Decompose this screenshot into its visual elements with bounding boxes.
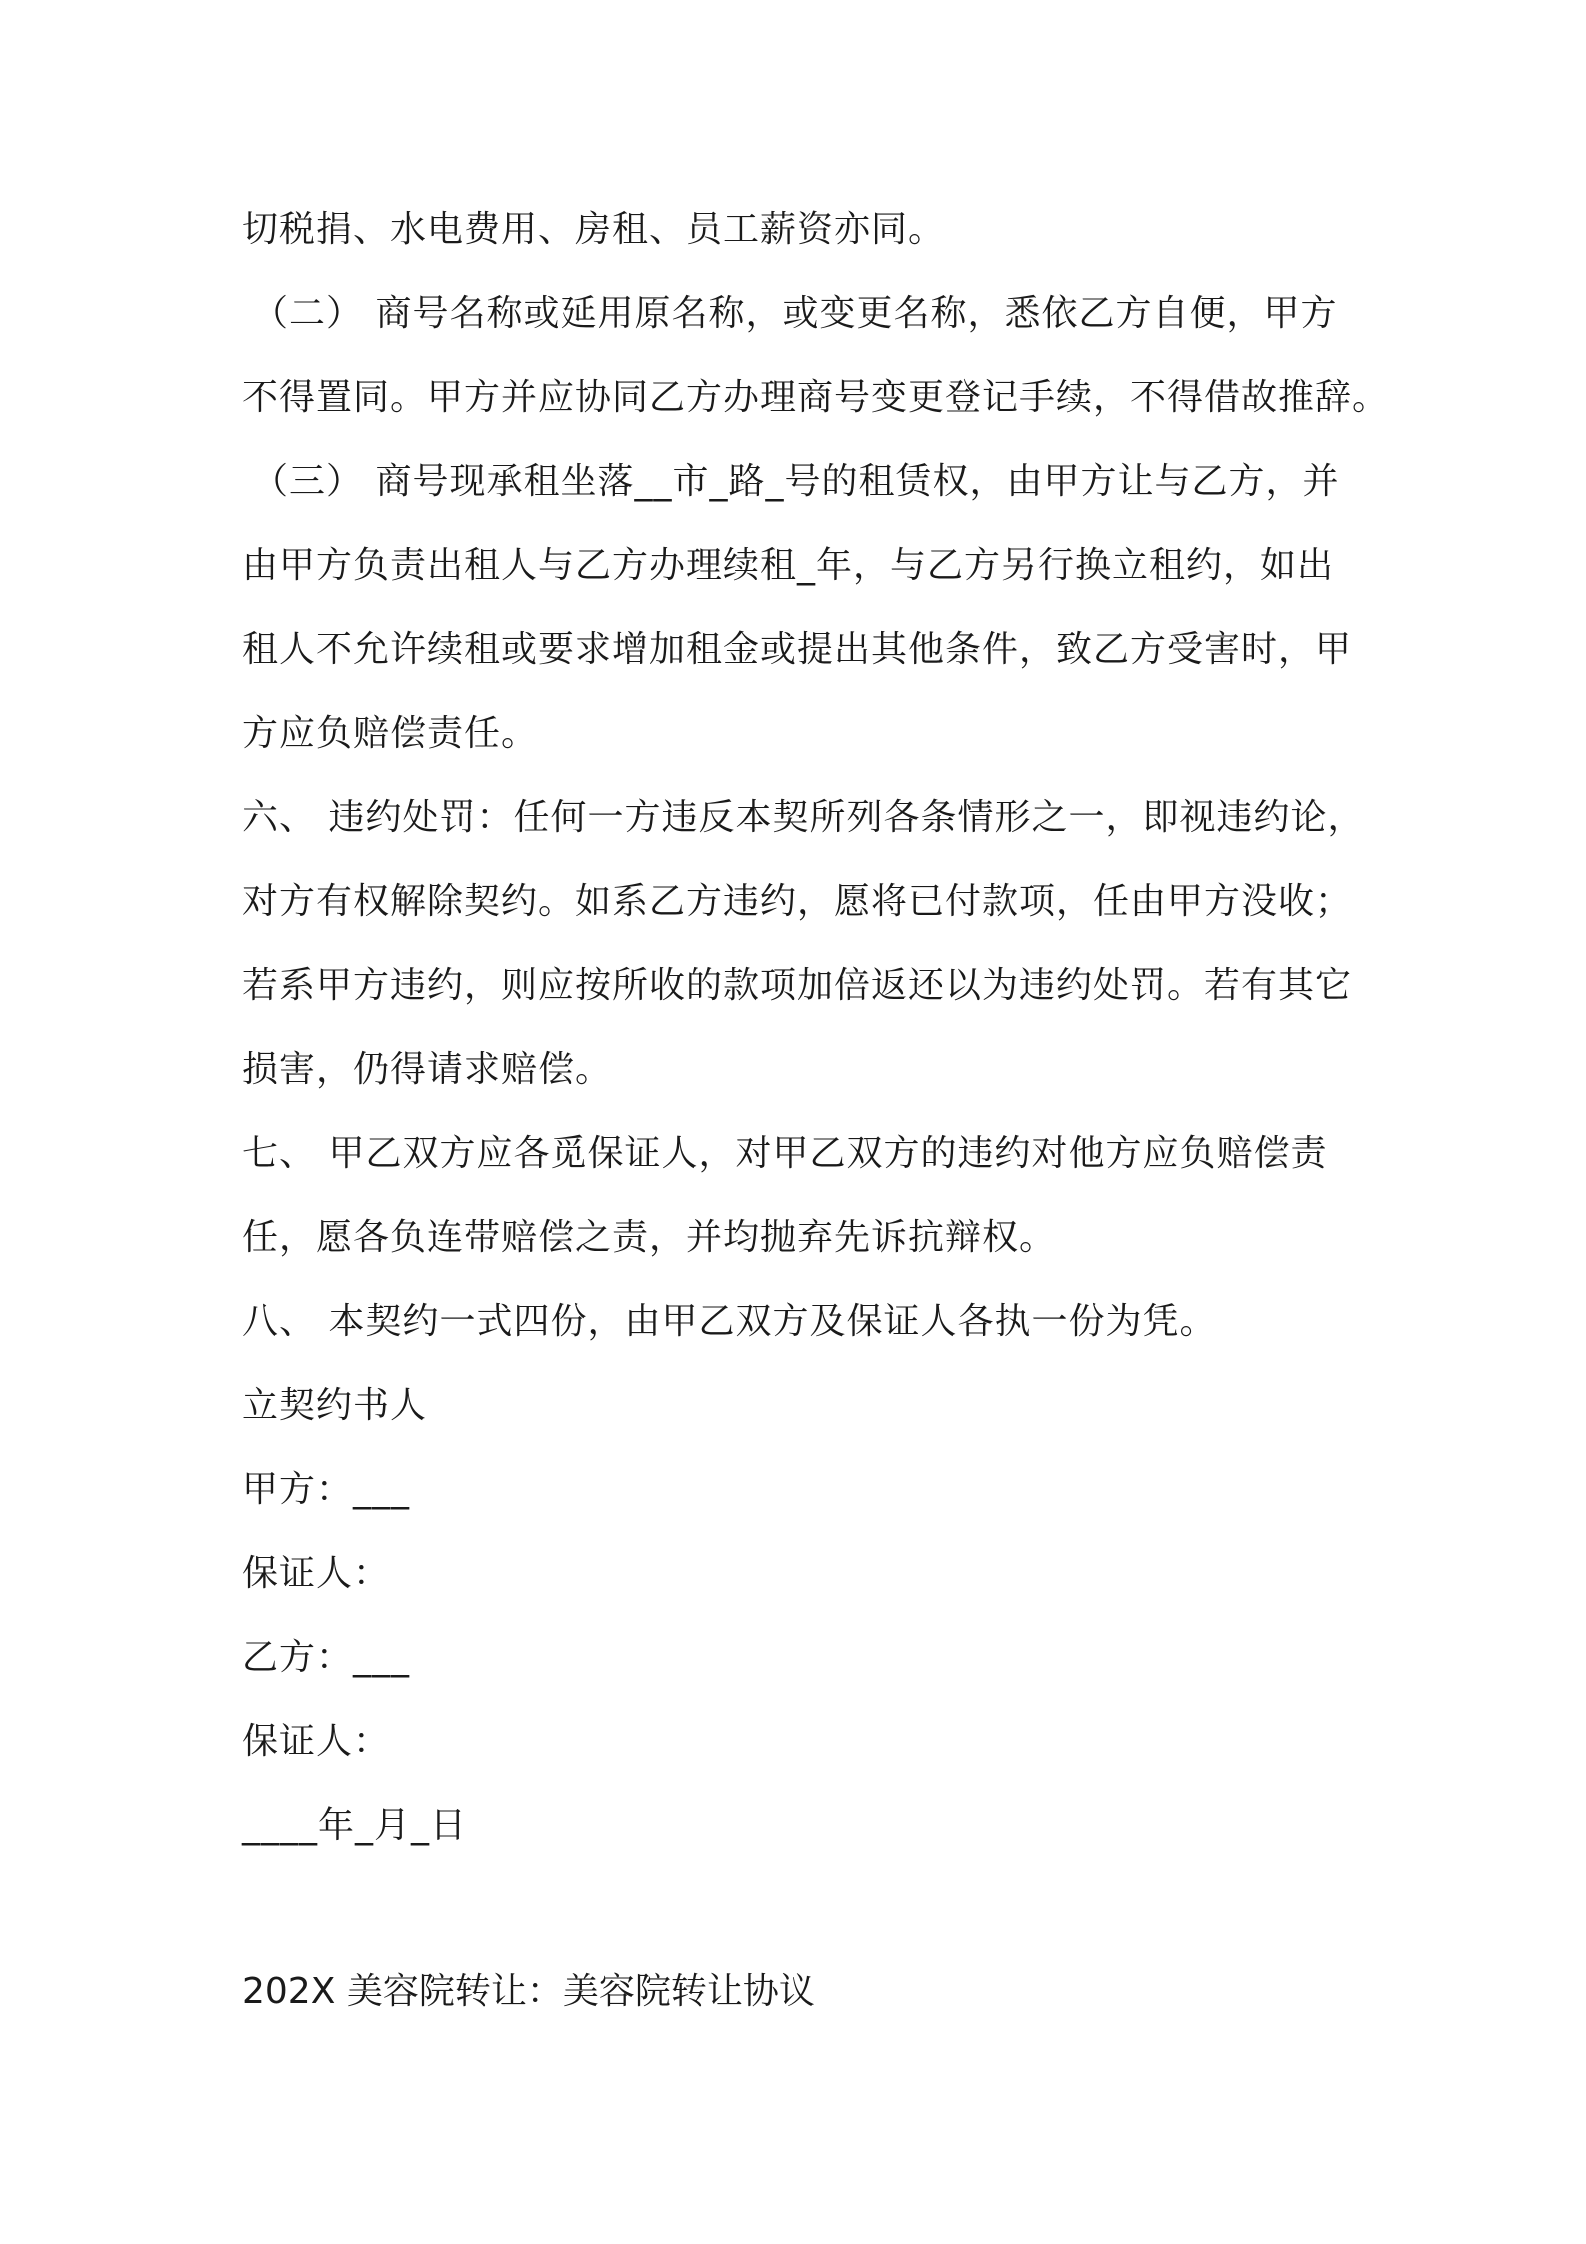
guarantor-a-line: 保证人：	[242, 1553, 391, 1594]
text-line: 若系甲方违约，则应按所收的款项加倍返还以为违约处罚。若有其它	[242, 965, 1353, 1006]
text-line: 八、 本契约一式四份，由甲乙双方及保证人各执一份为凭。	[242, 1301, 1217, 1342]
party-a-line: 甲方：___	[242, 1469, 411, 1510]
text-line: 不得置同。甲方并应协同乙方办理商号变更登记手续，不得借故推辞。	[242, 377, 1390, 418]
text-line: 由甲方负责出租人与乙方办理续租_年，与乙方另行换立租约，如出	[242, 545, 1335, 586]
text-line: 切税捐、水电费用、房租、员工薪资亦同。	[242, 209, 946, 250]
next-document-title: 202X 美容院转让：美容院转让协议	[242, 1971, 815, 2012]
signatory-heading: 立契约书人	[242, 1385, 428, 1426]
text-line: 租人不允许续租或要求增加租金或提出其他条件，致乙方受害时，甲	[242, 629, 1353, 670]
text-line: 任，愿各负连带赔偿之责，并均抛弃先诉抗辩权。	[242, 1217, 1057, 1258]
date-line: ____年_月_日	[242, 1805, 468, 1846]
party-b-line: 乙方：___	[242, 1637, 411, 1678]
text-line: 损害，仍得请求赔偿。	[242, 1049, 613, 1090]
text-line: 六、 违约处罚：任何一方违反本契所列各条情形之一，即视违约论，	[242, 797, 1365, 838]
text-line: 对方有权解除契约。如系乙方违约，愿将已付款项，任由甲方没收；	[242, 881, 1353, 922]
text-line: 七、 甲乙双方应各觅保证人，对甲乙双方的违约对他方应负赔偿责	[242, 1133, 1328, 1174]
text-line: 方应负赔偿责任。	[242, 713, 539, 754]
text-line: （三） 商号现承租坐落__市_路_号的租赁权，由甲方让与乙方，并	[252, 461, 1340, 502]
guarantor-b-line: 保证人：	[242, 1721, 391, 1762]
text-line: （二） 商号名称或延用原名称，或变更名称，悉依乙方自便，甲方	[252, 293, 1338, 334]
